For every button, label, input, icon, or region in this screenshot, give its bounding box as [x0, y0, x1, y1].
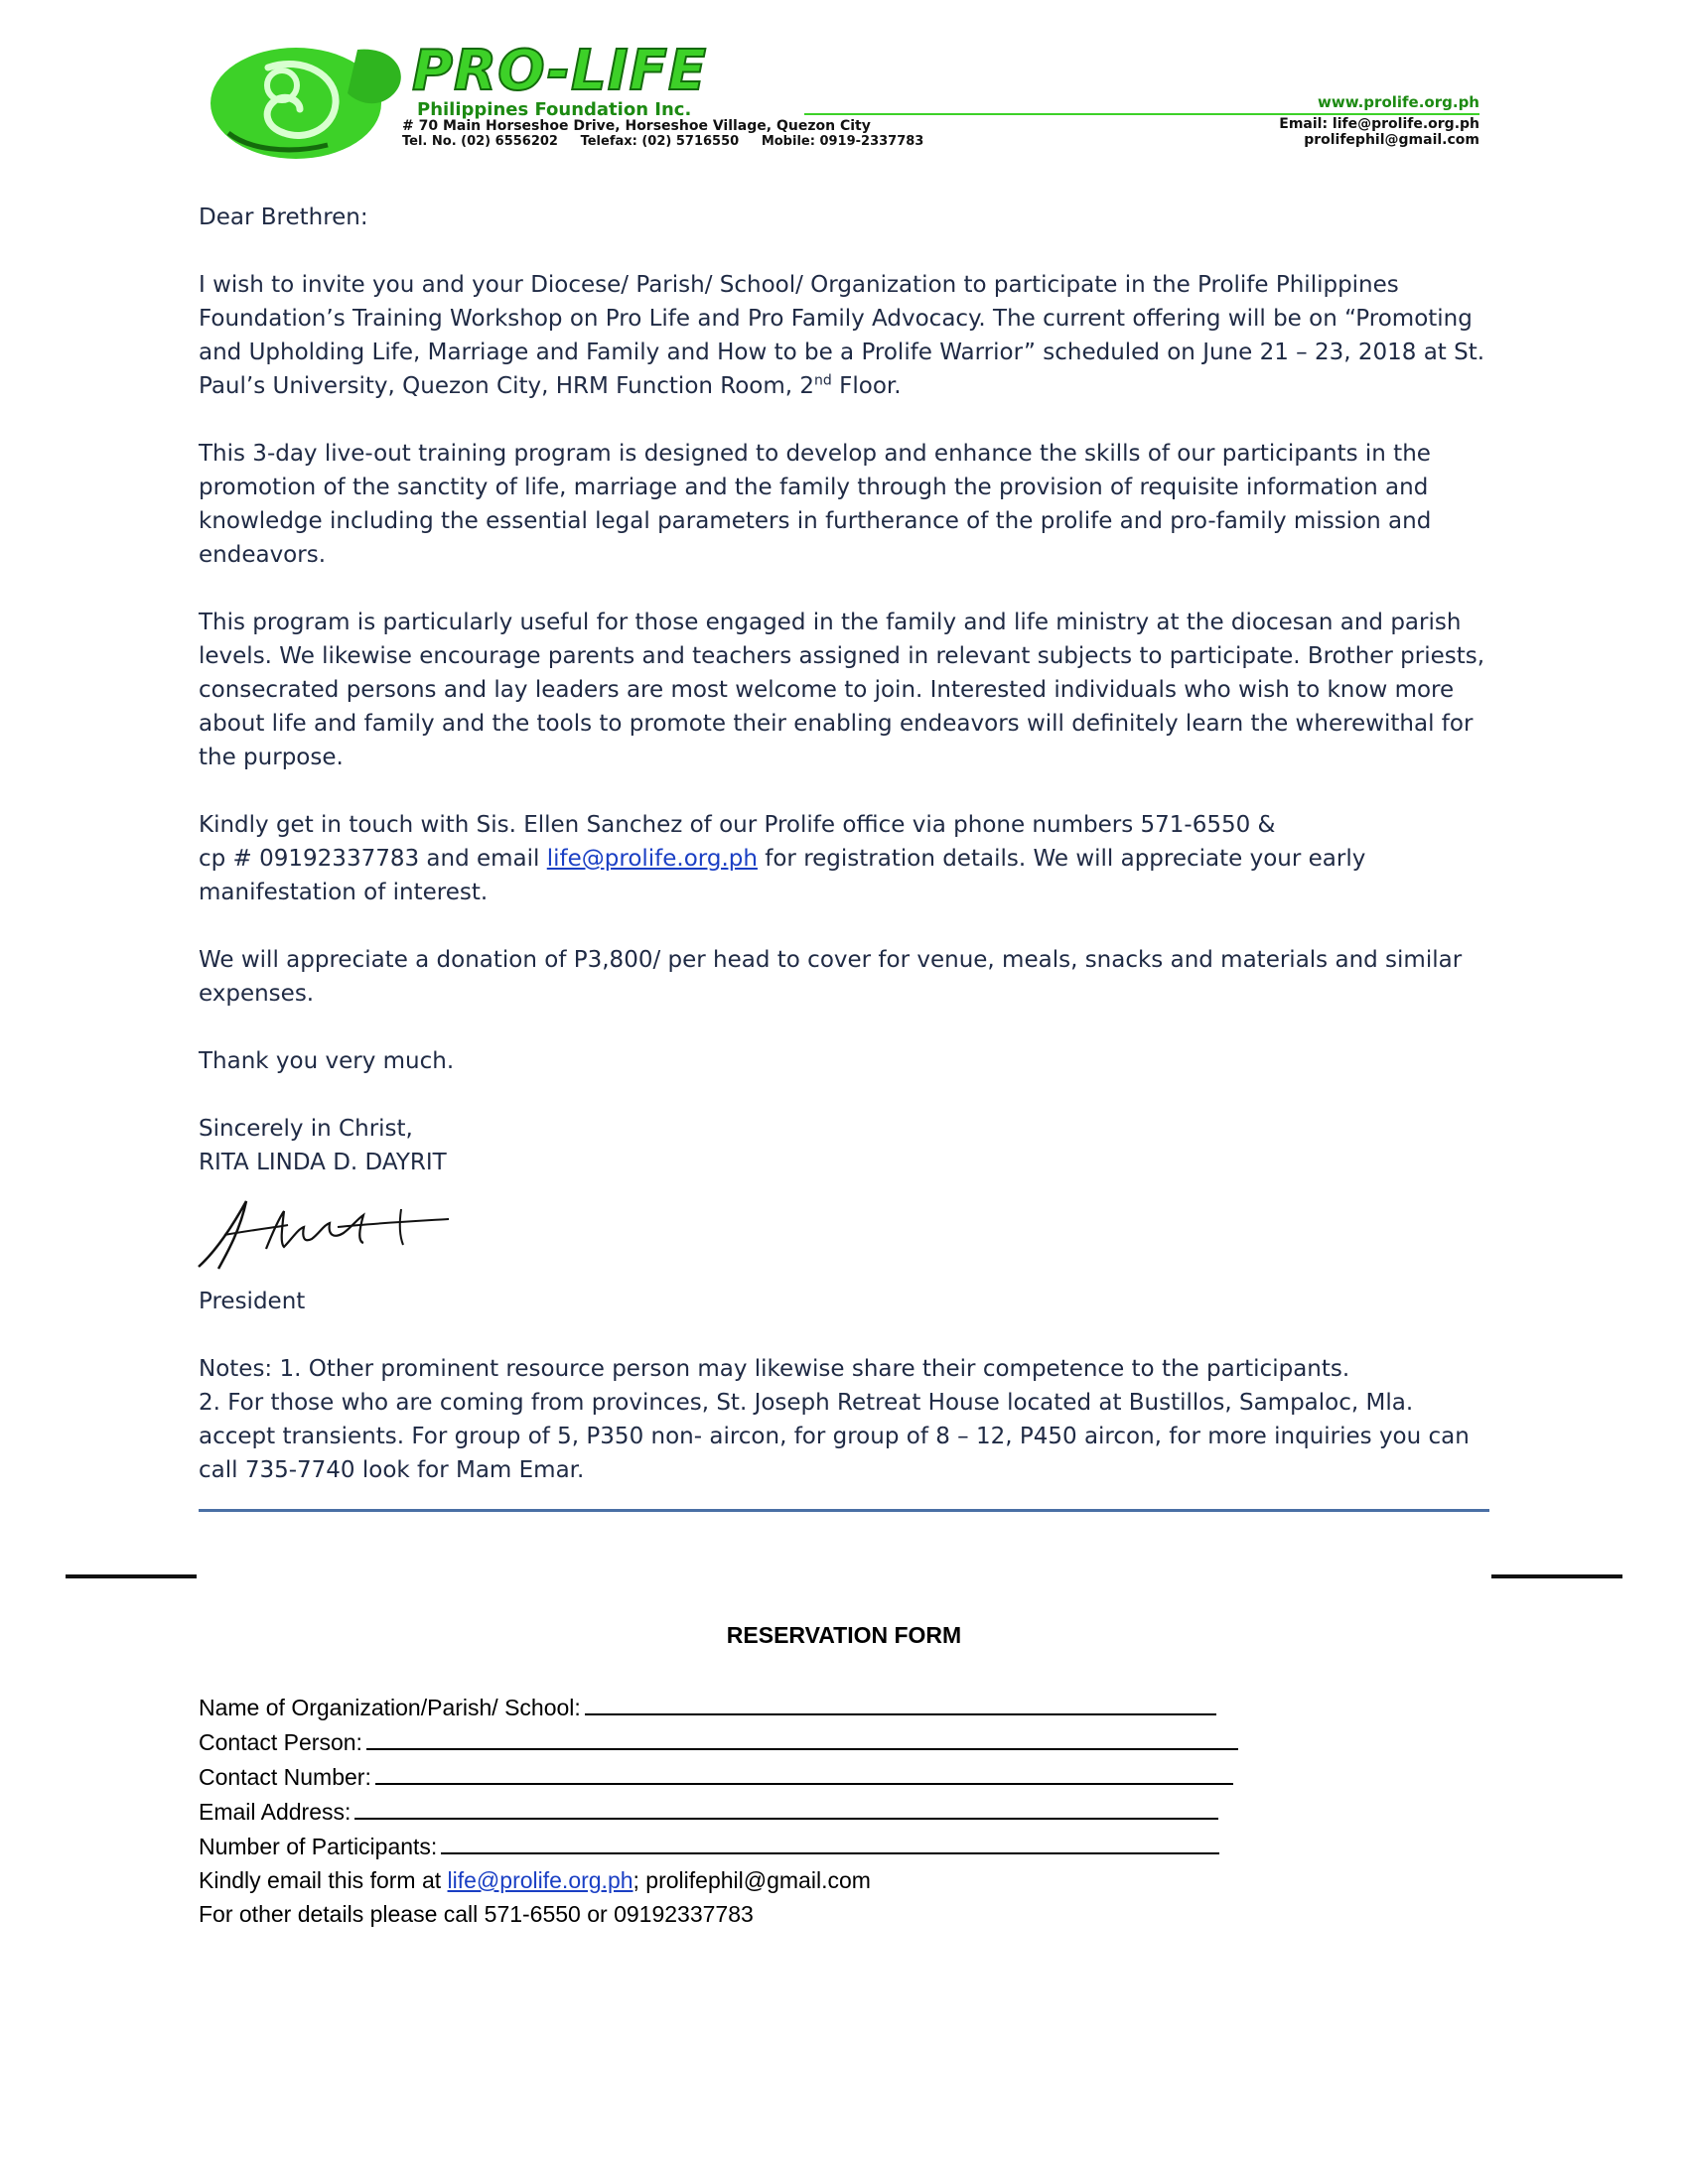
letter-body	[199, 201, 1489, 1487]
letterhead-email: Email: life@prolife.org.ph	[1279, 116, 1479, 132]
form-row-organization	[199, 1690, 1291, 1724]
contact-text-end: for registration details. We will appreciate your early manifestation of interest.	[199, 846, 1366, 905]
form-email-instruction	[199, 1863, 1291, 1897]
form-label: Name of Organization/Parish/ School:	[199, 1695, 581, 1720]
letterhead-rule	[804, 113, 1479, 115]
cut-mark-right	[1491, 1574, 1622, 1578]
foundation-name: Philippines Foundation Inc.	[417, 99, 692, 120]
paragraph-donation: We will appreciate a donation of P3,800/ per head to cover for venue, meals, snacks and materials and similar expenses.	[199, 947, 1463, 1007]
brand-name: PRO-LIFE	[412, 39, 708, 103]
form-label: Contact Number:	[199, 1764, 371, 1790]
signer-name: RITA LINDA D. DAYRIT	[199, 1150, 447, 1175]
participants-field[interactable]	[441, 1829, 1219, 1854]
organization-field[interactable]	[585, 1690, 1216, 1715]
contact-number-field[interactable]	[375, 1759, 1233, 1785]
letterhead-email-alt: prolifephil@gmail.com	[1304, 132, 1479, 148]
form-row-email	[199, 1794, 1291, 1829]
form-call-line: For other details please call 571-6550 or 09192337783	[199, 1901, 754, 1927]
closing-line: Sincerely in Christ,	[199, 1116, 413, 1142]
form-row-participants	[199, 1829, 1291, 1863]
invitation-text: I wish to invite you and your Diocese/ Parish/ School/ Organization to participate in the Prolife Philippines Foundation’s Training Workshop on Pro Life and Pro Family Advocacy. The current offering will be on “Promoting and Upholding Life, Marriage and Family and How to be a Prolife Warrior” scheduled on June 21 – 23, 2018 at St. Paul’s University, Quezon City, HRM Function Room, 2	[199, 272, 1485, 399]
email-instruction-text: Kindly email this form at	[199, 1867, 448, 1893]
form-label: Number of Participants:	[199, 1834, 438, 1859]
signer-title: President	[199, 1289, 306, 1314]
letterhead-address: # 70 Main Horseshoe Drive, Horseshoe Village, Quezon City	[402, 118, 871, 134]
reservation-form-title: RESERVATION FORM	[726, 1622, 962, 1648]
paragraph-audience: This program is particularly useful for those engaged in the family and life ministry at the diocesan and parish levels. We likewise encourage parents and teachers assigned in relevant subjects to participate. Brother priests, consecrated persons and lay leaders are most welcome to join. Interested individuals who wish to know more about life and family and the tools to promote their enabling endeavors will definitely learn the wherewithal for the purpose.	[199, 610, 1485, 770]
letterhead-phones: Tel. No. (02) 6556202 Telefax: (02) 5716550 Mobile: 0919-2337783	[402, 134, 924, 149]
paragraph-program: This 3-day live-out training program is designed to develop and enhance the skills of our participants in the promotion of the sanctity of life, marriage and the family through the provision of requisite information and knowledge including the essential legal parameters in furtherance of the prolife and pro-family mission and endeavors.	[199, 441, 1432, 568]
ordinal-suffix: nd	[814, 372, 832, 389]
note-two: 2. For those who are coming from provinces, St. Joseph Retreat House located at Bustillos, Sampaloc, Mla. accept transients. For group of 5, P350 non- aircon, for group of 8 – 12, P450 aircon, for more inquiries you can call 735-7740 look for Mam Emar.	[199, 1390, 1470, 1483]
email-address-field[interactable]	[354, 1794, 1218, 1820]
letterhead	[209, 38, 1479, 167]
registration-email-link[interactable]: life@prolife.org.ph	[546, 846, 758, 872]
paragraph-invitation	[199, 268, 1489, 403]
signature-icon	[189, 1189, 457, 1279]
section-divider	[199, 1509, 1489, 1512]
form-label: Email Address:	[199, 1799, 352, 1825]
form-row-contact-person	[199, 1724, 1291, 1759]
prolife-logo-icon	[209, 38, 407, 162]
form-label: Contact Person:	[199, 1729, 362, 1755]
salutation: Dear Brethren:	[199, 205, 368, 230]
contact-text: Kindly get in touch with Sis. Ellen Sanchez of our Prolife office via phone numbers 571-6550 &	[199, 812, 1276, 838]
contact-person-field[interactable]	[366, 1724, 1238, 1750]
reservation-form	[199, 1690, 1291, 1931]
email-instruction-alt: ; prolifephil@gmail.com	[633, 1867, 871, 1893]
paragraph-contact	[199, 808, 1489, 909]
letterhead-website: www.prolife.org.ph	[1318, 93, 1479, 111]
form-email-link[interactable]: life@prolife.org.ph	[447, 1867, 633, 1893]
invitation-text-end: Floor.	[831, 373, 902, 399]
thanks-line: Thank you very much.	[199, 1048, 455, 1074]
contact-text-cp: cp # 09192337783 and email	[199, 846, 547, 872]
note-one: Notes: 1. Other prominent resource person may likewise share their competence to the participants.	[199, 1356, 1350, 1382]
cut-mark-left	[66, 1574, 197, 1578]
form-row-contact-number	[199, 1759, 1291, 1794]
